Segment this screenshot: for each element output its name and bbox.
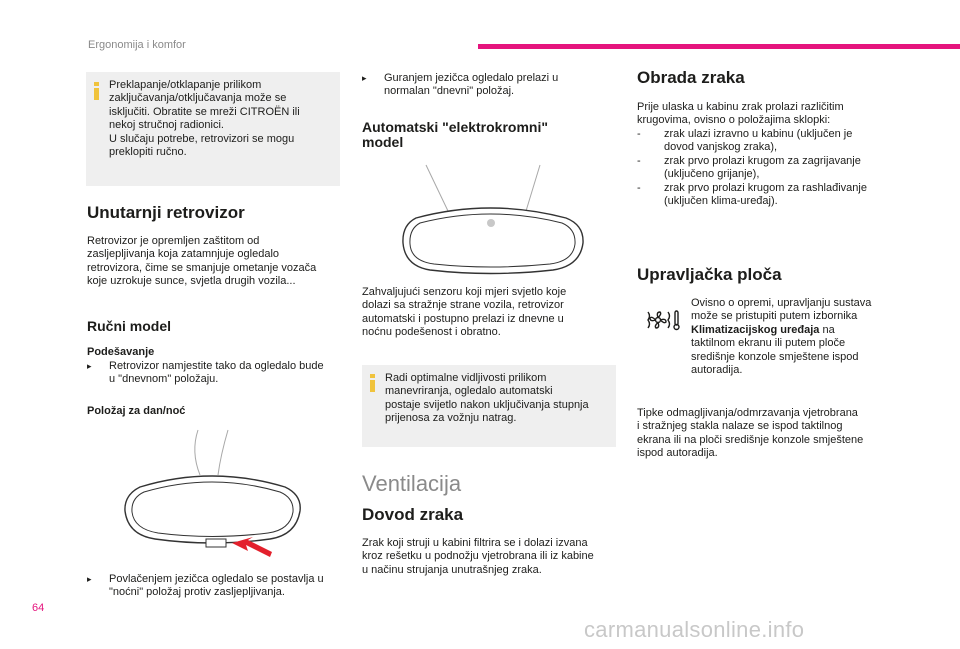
- text-line: automatski i postupno prelazi iz dnevne u: [362, 312, 564, 325]
- text-line: Zahvaljujući senzoru koji mjeri svjetlo koje: [362, 286, 567, 298]
- text-line: Prije ulaska u kabinu zrak prolazi različitim: [637, 101, 844, 113]
- light-sensor-icon: [487, 219, 495, 227]
- section-title: Ergonomija i komfor: [88, 39, 186, 51]
- text-line: retrovizora, čime se smanjuje ometanje vozača: [87, 261, 317, 274]
- bullet-podesavanje: [87, 360, 347, 387]
- text-line: Zrak koji struji u kabini filtrira se i dolazi izvana: [362, 537, 588, 549]
- bullet-guranjem: [362, 72, 622, 99]
- heading-obrada-zraka: Obrada zraka: [637, 68, 745, 87]
- page-number: 64: [32, 602, 45, 614]
- heading-automatski-model: [362, 120, 548, 150]
- text-line: krugovima, ovisno o položajima sklopki:: [637, 114, 831, 127]
- climate-control-icon: [645, 308, 681, 332]
- note-text: Preklapanje/otklapanje prilikom zaključavanja/otključavanja može se isključiti. Obratite se mreži CITROËN ili nekoj stručnoj radionici. U slučaju potrebe, retrovizori se mogu preklopiti ručno.: [109, 79, 300, 159]
- paragraph-ovisno: [691, 297, 916, 377]
- bullet-povlacenjem: [87, 573, 357, 600]
- heading-line: model: [362, 134, 404, 150]
- heading-line: Automatski "elektrokromni": [362, 119, 548, 135]
- text-line: "noćni" položaj protiv zasljepljivanja.: [109, 586, 285, 599]
- info-note-icon: [370, 374, 376, 392]
- text-line: autoradija.: [691, 364, 743, 377]
- bold-menu-name: Klimatizacijskog uređaja: [691, 323, 820, 336]
- paragraph-tipke: [637, 407, 912, 461]
- text-line: u načinu strujanja unutrašnjeg zraka.: [362, 563, 542, 576]
- text-line: Klimatizacijskog uređaja na: [691, 323, 835, 336]
- text-line: Retrovizor je opremljen zaštitom od: [87, 235, 260, 247]
- manual-mirror-illustration: [120, 425, 305, 560]
- electrochromic-mirror-illustration: [398, 163, 588, 283]
- heading-unutarnji-retrovizor: Unutarnji retrovizor: [87, 203, 245, 222]
- info-note-box: [86, 72, 340, 186]
- arrow-bullet-icon: ▸: [362, 73, 367, 83]
- text-line: središnje konzole smještene ispod: [691, 350, 859, 363]
- heading-rucni-model: Ručni model: [87, 318, 172, 334]
- watermark: carmanualsonline.info: [584, 617, 805, 642]
- text-line: koje uzrokuje sunce, svjetla drugih vozila...: [87, 275, 296, 288]
- heading-dovod-zraka: Dovod zraka: [362, 505, 464, 524]
- text-line: noćnu podešenost i obratno.: [362, 326, 501, 339]
- text-line: dolazi sa stražnje strane vozila, retrovizor: [362, 299, 564, 312]
- list-item: - zrak ulazi izravno u kabinu (uključen je dovod vanjskog zraka),: [637, 128, 853, 154]
- list-item: - zrak prvo prolazi krugom za rashlađivanje (uključen klima-uređaj).: [637, 181, 867, 208]
- text-line: može se pristupiti putem izbornika: [691, 310, 858, 323]
- dash-list-krugovi: [637, 128, 907, 208]
- section-accent-bar: [478, 44, 960, 49]
- arrow-bullet-icon: ▸: [87, 574, 92, 584]
- arrow-bullet-icon: ▸: [87, 361, 92, 371]
- label-podesavanje: Podešavanje: [87, 346, 155, 358]
- chapter-title-ventilacija: Ventilacija: [362, 471, 462, 496]
- text-line: ekrana ili na ploči središnje konzole smještene: [637, 433, 864, 446]
- paragraph-zahvaljujuci: [362, 286, 622, 340]
- text-line: zasljepljivanja koja zatamnjuje ogledalo: [87, 248, 280, 261]
- text-line: taktilnom ekranu ili putem ploče: [691, 337, 846, 350]
- text-line: Guranjem jezičca ogledalo prelazi u: [384, 72, 559, 84]
- text-line: Povlačenjem jezičca ogledalo se postavlja u: [109, 573, 324, 585]
- label-polozaj-dan-noc: Položaj za dan/noć: [87, 405, 186, 417]
- paragraph-dovod: [362, 537, 627, 577]
- info-note-icon: [94, 82, 100, 100]
- text-line: u "dnevnom" položaju.: [109, 373, 219, 386]
- paragraph-unutarnji: [87, 235, 347, 289]
- note-text: Radi optimalne vidljivosti prilikom manevriranja, ogledalo automatski postaje svijetlo nakon uključivanja stupnja prijenosa za vožnju natrag.: [385, 372, 589, 425]
- mirror-mount-stem: [195, 430, 228, 475]
- paragraph-obrada: [637, 101, 907, 128]
- list-item: - zrak prvo prolazi krugom za zagrijavanje (uključeno grijanje),: [637, 154, 861, 181]
- heading-upravljacka-ploca: Upravljačka ploča: [637, 265, 782, 284]
- mirror-mount-line-right: [526, 165, 540, 211]
- text-line: normalan "dnevni" položaj.: [384, 85, 515, 98]
- info-note-box: [362, 365, 616, 447]
- text-line: Tipke odmagljivanja/odmrzavanja vjetrobrana: [637, 407, 858, 419]
- text-line: kroz rešetku u podnožju vjetrobrana ili iz kabine: [362, 550, 594, 563]
- text-line: Ovisno o opremi, upravljanju sustava: [691, 297, 872, 309]
- text-line: Retrovizor namjestite tako da ogledalo bude: [109, 360, 324, 372]
- mirror-tab: [206, 539, 226, 547]
- text-line: ispod autoradija.: [637, 447, 718, 460]
- text-line: i stražnjeg stakla nalaze se ispod taktilnog: [637, 420, 843, 433]
- mirror-mount-line-left: [426, 165, 448, 211]
- mirror-glass: [132, 482, 293, 537]
